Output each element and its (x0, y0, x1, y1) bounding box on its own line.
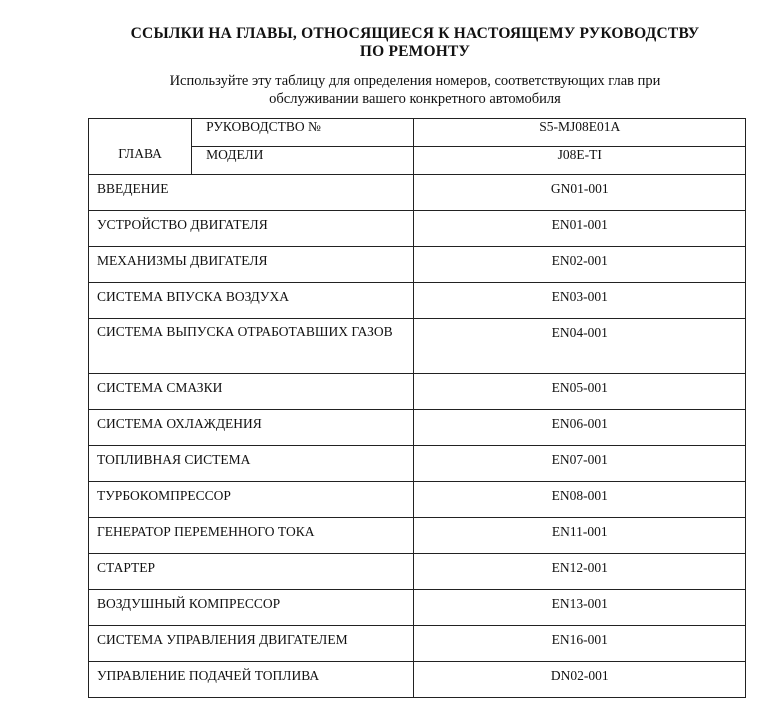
chapter-name: ГЕНЕРАТОР ПЕРЕМЕННОГО ТОКА (89, 518, 414, 554)
chapter-code: EN11-001 (414, 518, 746, 554)
chapter-name: УПРАВЛЕНИЕ ПОДАЧЕЙ ТОПЛИВА (89, 662, 414, 698)
table-row (89, 662, 746, 698)
table-row (89, 518, 746, 554)
chapter-reference-table (88, 118, 746, 698)
chapter-code: EN08-001 (414, 482, 746, 518)
chapter-name: СИСТЕМА ВПУСКА ВОЗДУХА (89, 283, 414, 319)
chapter-name: СТАРТЕР (89, 554, 414, 590)
chapter-code: EN06-001 (414, 410, 746, 446)
models-value: J08E-TI (414, 147, 746, 175)
page-title-line-1: ССЫЛКИ НА ГЛАВЫ, ОТНОСЯЩИЕСЯ К НАСТОЯЩЕМУ РУКОВОДСТВУ (130, 25, 700, 42)
chapter-name: СИСТЕМА ВЫПУСКА ОТРАБОТАВШИХ ГАЗОВ (89, 319, 414, 374)
chapter-code: EN03-001 (414, 283, 746, 319)
table-row (89, 590, 746, 626)
intro-line-2: обслуживании вашего конкретного автомобиля (269, 91, 561, 107)
table-row (89, 211, 746, 247)
chapter-name: ТУРБОКОМПРЕССОР (89, 482, 414, 518)
chapter-code: EN13-001 (414, 590, 746, 626)
chapter-name: УСТРОЙСТВО ДВИГАТЕЛЯ (89, 211, 414, 247)
chapter-code: EN01-001 (414, 211, 746, 247)
chapter-name: СИСТЕМА СМАЗКИ (89, 374, 414, 410)
chapter-header: ГЛАВА (89, 119, 192, 175)
table-row (89, 482, 746, 518)
table-row (89, 319, 746, 374)
manual-number-value: S5-MJ08E01A (414, 119, 746, 147)
chapter-name: ВВЕДЕНИЕ (89, 175, 414, 211)
chapter-name: ТОПЛИВНАЯ СИСТЕМА (89, 446, 414, 482)
table-row (89, 554, 746, 590)
page-title-line-2: ПО РЕМОНТУ (359, 43, 471, 60)
chapter-code: EN12-001 (414, 554, 746, 590)
chapter-code: EN07-001 (414, 446, 746, 482)
table-row (89, 446, 746, 482)
chapter-name: МЕХАНИЗМЫ ДВИГАТЕЛЯ (89, 247, 414, 283)
chapter-name: ВОЗДУШНЫЙ КОМПРЕССОР (89, 590, 414, 626)
manual-number-label: РУКОВОДСТВО № (192, 119, 414, 147)
chapter-code: EN02-001 (414, 247, 746, 283)
chapter-name: СИСТЕМА УПРАВЛЕНИЯ ДВИГАТЕЛЕМ (89, 626, 414, 662)
header-row-manual (89, 119, 746, 147)
chapter-code: EN16-001 (414, 626, 746, 662)
table-row (89, 626, 746, 662)
chapter-code: GN01-001 (414, 175, 746, 211)
table-body (89, 119, 746, 698)
table-row (89, 247, 746, 283)
table-row (89, 175, 746, 211)
models-label: МОДЕЛИ (192, 147, 414, 175)
chapter-name: СИСТЕМА ОХЛАЖДЕНИЯ (89, 410, 414, 446)
table-row (89, 283, 746, 319)
chapter-code: EN05-001 (414, 374, 746, 410)
intro-line-1: Используйте эту таблицу для определения номеров, соответствующих глав при (169, 73, 661, 89)
table-row (89, 374, 746, 410)
chapter-code: DN02-001 (414, 662, 746, 698)
chapter-code: EN04-001 (414, 319, 746, 374)
table-row (89, 410, 746, 446)
